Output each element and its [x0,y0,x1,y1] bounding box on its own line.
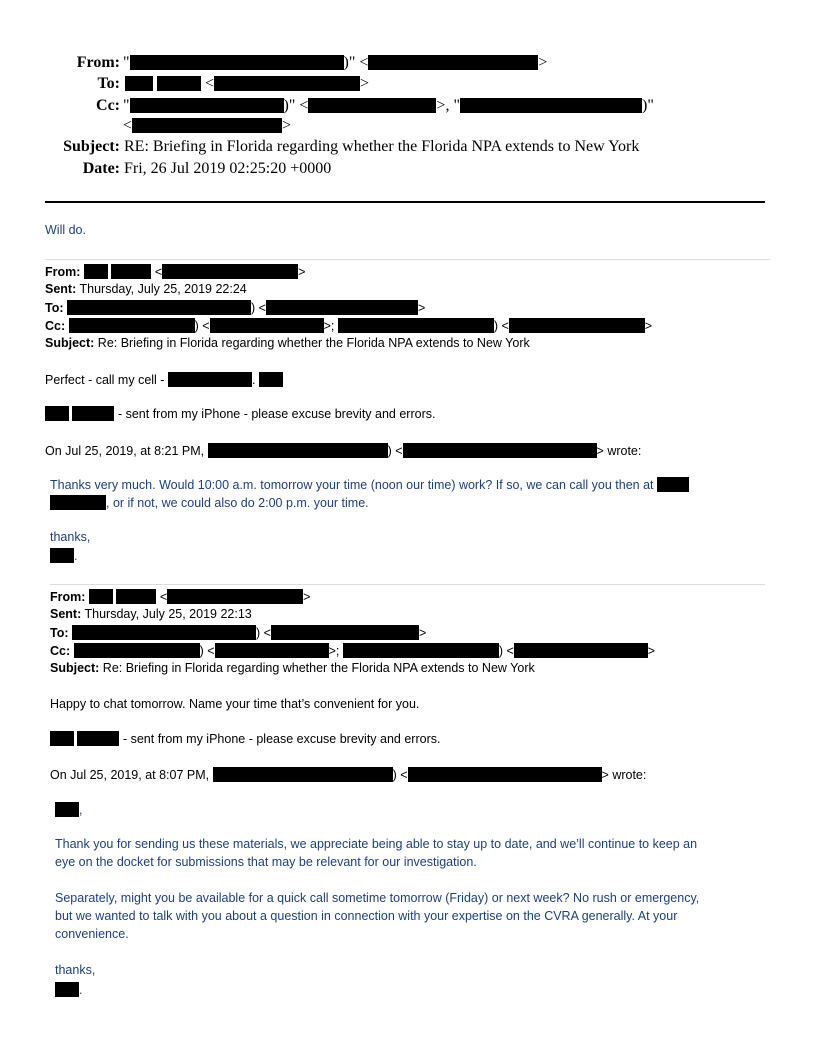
from-value: " )" < > [123,54,548,71]
redaction [157,76,201,91]
redaction [55,802,79,817]
redaction [67,300,251,315]
redaction [215,643,329,658]
msg1-quote-intro: On Jul 25, 2019, at 8:21 PM, ) < > wrote: [45,444,642,458]
cc-value: " )" < >, " )" [123,97,654,114]
to-label: To: [97,75,120,92]
redaction [266,300,418,315]
redaction [338,318,494,333]
redaction [69,318,195,333]
msg1-body: Perfect - call my cell - . [45,372,283,387]
subject-label: Subject: [63,138,120,155]
quote2-p1-line2: eye on the docket for submissions that may be relevant for our investigation. [55,855,477,869]
quote2-p2-line2: but we wanted to talk with you about a question in connection with your expertise on the CVRA generally. At your [55,909,678,923]
msg2-quote-intro: On Jul 25, 2019, at 8:07 PM, ) < > wrote: [50,768,647,782]
msg1-subject: Subject: Re: Briefing in Florida regarding whether the Florida NPA extends to New York [45,336,530,350]
redaction [509,318,645,333]
msg2-subject: Subject: Re: Briefing in Florida regarding whether the Florida NPA extends to New York [50,661,535,675]
msg2-signature: - sent from my iPhone - please excuse brevity and errors. [50,731,440,746]
reply-text: Will do. [45,223,86,237]
msg2-body: Happy to chat tomorrow. Name your time that’s convenient for you. [50,697,420,711]
redaction [130,55,344,70]
redaction [403,443,597,458]
date-value: Fri, 26 Jul 2019 02:25:20 +0000 [124,160,332,177]
message-separator [50,584,765,585]
subject-value: RE: Briefing in Florida regarding whether the Florida NPA extends to New York [124,138,640,155]
quote2-signoff: . [55,982,82,997]
to-value: < > [125,75,369,93]
redaction [210,318,324,333]
redaction [116,589,156,604]
redaction [460,98,642,113]
redaction [368,55,538,70]
redaction [162,264,298,279]
redaction [45,406,69,421]
msg2-sent: Sent: Thursday, July 25, 2019 22:13 [50,607,252,621]
quote2-p2-line3: convenience. [55,927,129,941]
redaction [55,982,79,997]
msg1-sent: Sent: Thursday, July 25, 2019 22:24 [45,282,247,296]
redaction [72,625,256,640]
redaction [271,625,419,640]
redaction [72,406,114,421]
redaction [50,548,74,563]
quote1-line1: Thanks very much. Would 10:00 a.m. tomorrow your time (noon our time) work? If so, we can call you then at [50,477,689,492]
redaction [213,767,393,782]
msg1-to: To: ) < > [45,301,426,315]
redaction [130,98,284,113]
msg1-signature: - sent from my iPhone - please excuse brevity and errors. [45,406,435,421]
redaction [168,372,252,387]
quote2-p1-line1: Thank you for sending us these materials, we appreciate being able to stay up to date, and we’ll continue to keep an [55,837,698,851]
date-label: Date: [82,160,120,177]
msg2-from: From: < > [50,590,311,604]
redaction [74,643,200,658]
quote1-thanks: thanks, [50,530,91,544]
redaction [514,643,648,658]
redaction [125,76,153,91]
redaction [408,767,602,782]
redaction [132,118,282,133]
quote2-salutation: , [55,802,82,817]
redaction [89,589,113,604]
msg1-cc: Cc: ) < >; ) < > [45,319,653,333]
msg2-cc: Cc: ) < >; ) < > [50,644,656,658]
redaction [214,76,360,91]
from-label: From: [76,54,120,71]
quote2-p2-line1: Separately, might you be available for a quick call sometime tomorrow (Friday) or next week? No rush or emergency, [55,891,700,905]
redaction [84,264,108,279]
redaction [50,495,106,510]
cc-label: Cc: [96,97,120,114]
quote1-signoff: . [50,548,77,563]
redaction [308,98,436,113]
message-separator [45,259,770,260]
redaction [657,477,689,492]
redaction [50,731,74,746]
redaction [343,643,499,658]
redaction [77,731,119,746]
redaction [111,264,151,279]
msg1-from: From: < > [45,265,306,279]
redaction [167,589,303,604]
redaction [208,443,388,458]
cc-value-cont: < > [123,117,292,134]
msg2-to: To: ) < > [50,626,427,640]
redaction [259,372,283,387]
quote1-line2: , or if not, we could also do 2:00 p.m. your time. [50,495,369,510]
header-divider [45,201,765,203]
quote2-thanks: thanks, [55,963,96,977]
